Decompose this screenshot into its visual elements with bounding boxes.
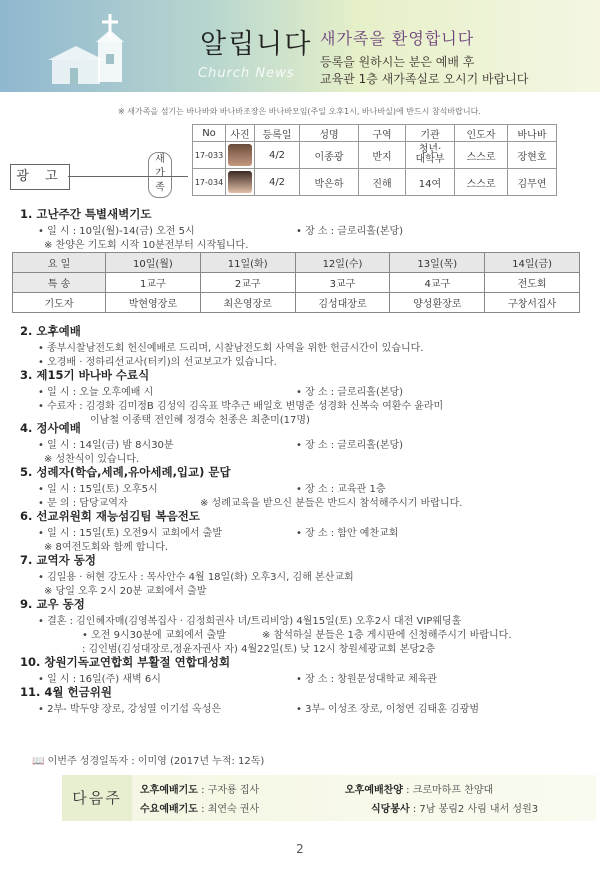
cell-photo [226, 142, 255, 169]
s5-contact: • 문 의 : 담당교역자 [38, 498, 128, 509]
page-number: 2 [296, 842, 304, 856]
member-photo [228, 144, 252, 166]
book-icon: 📖 [32, 756, 45, 767]
s4-time: • 일 시 : 14일(금) 밤 8시30분 [38, 440, 174, 451]
section-6-title: 6. 선교위원회 재능섬김팀 복음전도 [20, 509, 200, 523]
s1-note: ※ 찬양은 기도회 시작 10분전부터 시작됩니다. [44, 240, 249, 251]
section-5-title: 5. 성례자(학습,세례,유아세례,입교) 문답 [20, 465, 231, 479]
s7-line2: ※ 당일 오후 2시 20분 교회에서 출발 [44, 586, 207, 597]
table-row [193, 142, 557, 169]
cell-date: 4/2 [255, 169, 300, 196]
cell-barnabas: 김무연 [508, 169, 557, 196]
s10-time: • 일 시 : 16일(주) 새벽 6시 [38, 674, 161, 685]
cell-org: 청년· 대학부 [406, 142, 455, 169]
s1-time: • 일 시 : 10일(월)-14(금) 오전 5시 [38, 226, 195, 237]
s3-graduates-cont: 이남철 이종택 전인혜 정경숙 천종은 최춘미(17명) [90, 415, 310, 426]
col-leader: 인도자 [455, 125, 508, 142]
col-date: 등록일 [255, 125, 300, 142]
next-dining: 식당봉사 : 7남 봉림2 사림 내서 성원3 [371, 804, 539, 815]
s9-line3: : 김인범(김성대장로,정윤자권사 자) 4월22일(토) 낮 12시 창원세광교회 본당2층 [82, 644, 436, 655]
section-4-title: 4. 정사예배 [20, 421, 81, 435]
s3-place: • 장 소 : 글로리홀(본당) [296, 387, 404, 398]
barnabas-note: ※ 새가족을 섬기는 바나바와 바나바조장은 바나바모임(주일 오후1시, 바나바실)에 반드시 참석바랍니다. [118, 107, 481, 116]
cell-leader: 스스로 [455, 169, 508, 196]
s11-line1a: • 2부- 박두양 장로, 강성열 이기섭 옥성은 [38, 704, 222, 715]
church-icon [18, 8, 138, 88]
col-area: 구역 [359, 125, 406, 142]
next-week-label: 다음주 [62, 775, 132, 821]
welcome-text-line2: 교육관 1층 새가족실로 오시기 바랍니다 [320, 72, 529, 86]
s7-line1: • 김일용 · 허현 강도사 : 목사안수 4월 18일(화) 오후3시, 김해 본산교회 [38, 572, 354, 583]
s5-time: • 일 시 : 15일(토) 오후5시 [38, 484, 158, 495]
section-1-title: 1. 고난주간 특별새벽기도 [20, 207, 152, 221]
section-11-title: 11. 4월 헌금위원 [20, 685, 112, 699]
s9-line2a: • 오전 9시30분에 교회에서 출발 [82, 630, 226, 641]
s6-time: • 일 시 : 15일(토) 오전9시 교회에서 출발 [38, 528, 222, 539]
s1-place: • 장 소 : 글로리홀(본당) [296, 226, 404, 237]
cell-name: 박은하 [300, 169, 359, 196]
table-header-row [193, 125, 557, 142]
cell-no: 17-034 [193, 169, 226, 196]
col-barnabas: 바나바 [508, 125, 557, 142]
next-pm-prayer: 오후예배기도 : 구자룡 집사 [140, 785, 260, 796]
section-9-title: 9. 교우 동정 [20, 597, 85, 611]
schedule-table [12, 252, 580, 313]
col-photo: 사진 [226, 125, 255, 142]
s2-line2: • 오경배 · 정하리선교사(터키)의 선교보고가 있습니다. [38, 357, 277, 368]
s5-place: • 장 소 : 교육관 1층 [296, 484, 386, 495]
cell-name: 이종광 [300, 142, 359, 169]
s4-note: ※ 성찬식이 있습니다. [44, 454, 140, 465]
s3-graduates: • 수료자 : 김경화 김미정B 김성익 김옥표 박추근 배일호 변명준 성경화 신복숙 여환수 윤라미 [38, 401, 444, 412]
cell-barnabas: 장현호 [508, 142, 557, 169]
col-no: No [193, 125, 226, 142]
page-subtitle: Church News [198, 66, 295, 81]
table-row: 특 송 1교구 2교구 3교구 4교구 전도회 [13, 273, 580, 293]
welcome-text-line1: 등록을 원하시는 분은 예배 후 [320, 55, 475, 69]
divider [68, 176, 188, 177]
next-wed-prayer: 수요예배기도 : 최연숙 권사 [140, 804, 260, 815]
col-name: 성명 [300, 125, 359, 142]
announcements-label: 광 고 [10, 164, 70, 190]
next-pm-praise: 오후예배찬양 : 크로마하프 찬양대 [345, 785, 494, 796]
s2-line1: • 종부시찰남전도회 헌신예배로 드리며, 시찰남전도회 사역을 위한 헌금시간이 있습니다. [38, 343, 424, 354]
s9-line2b: ※ 참석하실 분들은 1층 게시판에 신청해주시기 바랍니다. [262, 630, 512, 641]
s3-time: • 일 시 : 오늘 오후예배 시 [38, 387, 154, 398]
page-title: 알립니다 [200, 29, 313, 60]
table-header-row: 요 일 10일(월) 11일(화) 12일(수) 13일(목) 14일(금) [13, 253, 580, 273]
welcome-heading: 새가족을 환영합니다 [320, 29, 475, 48]
s6-place: • 장 소 : 함안 예찬교회 [296, 528, 399, 539]
table-row: 기도자 박현영장로 최은영장로 김성대장로 양성환장로 구창서집사 [13, 293, 580, 313]
cell-no: 17-033 [193, 142, 226, 169]
bible-reader: 📖 이번주 성경일독자 : 이미영 (2017년 누적: 12독) [32, 756, 265, 767]
cell-area: 반지 [359, 142, 406, 169]
section-3-title: 3. 제15기 바나바 수료식 [20, 368, 150, 382]
cell-leader: 스스로 [455, 142, 508, 169]
s5-note: ※ 성례교육을 받으신 분들은 반드시 참석해주시기 바랍니다. [200, 498, 463, 509]
col-org: 기관 [406, 125, 455, 142]
new-family-table [192, 124, 557, 196]
header-banner [0, 0, 600, 92]
cell-org: 14여 [406, 169, 455, 196]
cell-photo [226, 169, 255, 196]
table-row [193, 169, 557, 196]
s6-note: ※ 8여전도회와 함께 합니다. [44, 542, 169, 553]
s9-line1: • 결혼 : 김인혜자매(김영복집사 · 김정희권사 녀/트리비앙) 4월15일(토) 오후2시 대전 VIP웨딩홀 [38, 616, 462, 627]
section-7-title: 7. 교역자 동정 [20, 553, 96, 567]
member-photo [228, 171, 252, 193]
new-family-tag: 새 가 족 [148, 152, 172, 198]
s11-line1b: • 3부- 이성조 장로, 이청연 김태훈 김광범 [296, 704, 480, 715]
section-10-title: 10. 창원기독교연합회 부활절 연합대성회 [20, 655, 231, 669]
s10-place: • 장 소 : 창원문성대학교 체육관 [296, 674, 438, 685]
s4-place: • 장 소 : 글로리홀(본당) [296, 440, 404, 451]
cell-area: 진해 [359, 169, 406, 196]
section-2-title: 2. 오후예배 [20, 324, 81, 338]
cell-date: 4/2 [255, 142, 300, 169]
